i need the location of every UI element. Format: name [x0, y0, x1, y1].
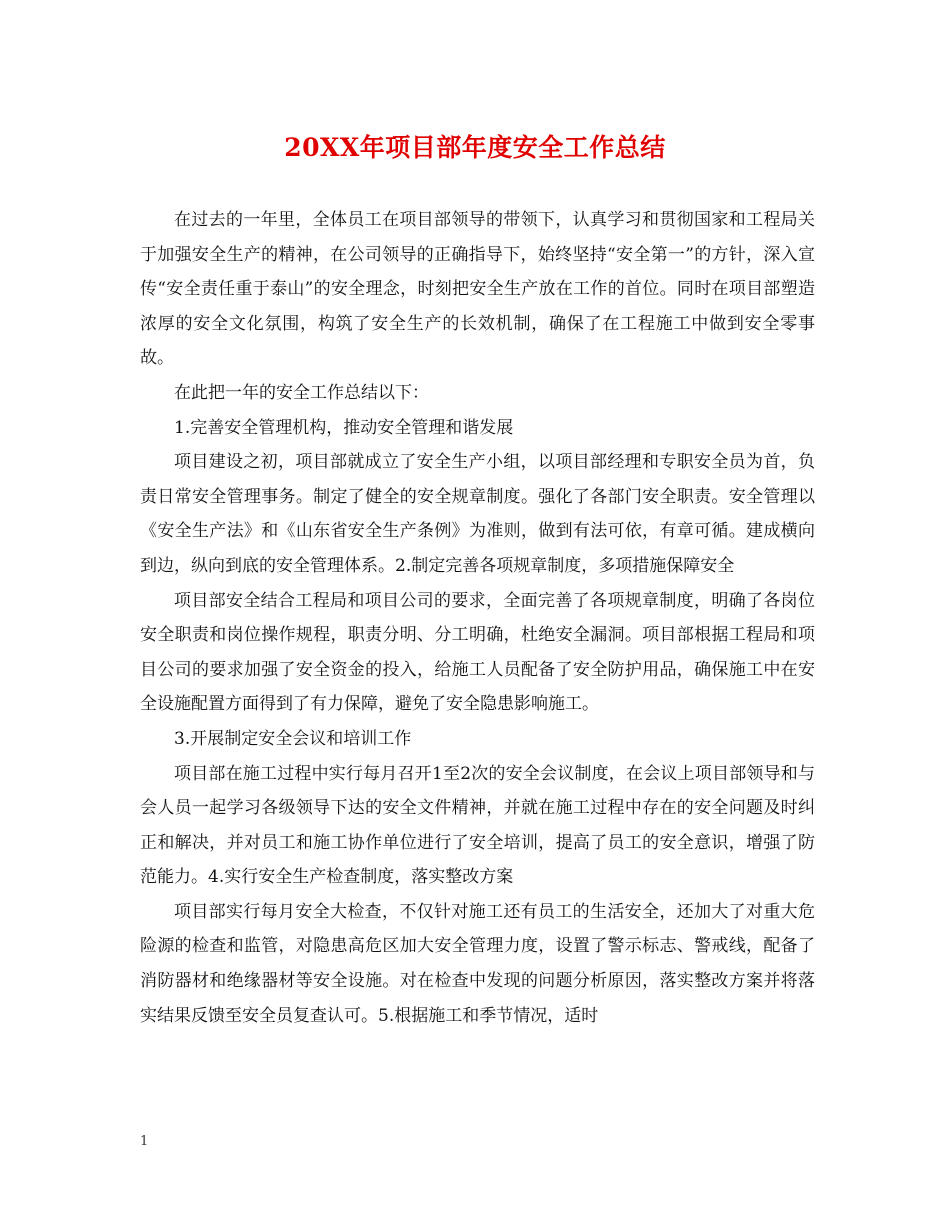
- page-number: 1: [140, 1134, 149, 1149]
- section-heading-1: 1.完善安全管理机构，推动安全管理和谐发展: [174, 417, 514, 438]
- paragraph-intro: 在过去的一年里，全体员工在项目部领导的带领下，认真学习和贯彻国家和工程局关于加强安全生产的精神，在公司领导的正确指导下，始终坚持“安全第一”的方针，深入宣传“安全责任重于泰山”的安全理念，时刻把安全生产放在工作的首位。同时在项目部塑造浓厚的安全文化氛围，构筑了安全生产的长效机制，确保了在工程施工中做到安全零事故。: [140, 210, 815, 369]
- paragraph-section-3: 项目部在施工过程中实行每月召开1至2次的安全会议制度，在会议上项目部领导和与会人员一起学习各级领导下达的安全文件精神，并就在施工过程中存在的安全问题及时纠正和解决，并对员工和施工协作单位进行了安全培训，提高了员工的安全意识，增强了防范能力。4.实行安全生产检查制度，落实整改方案: [140, 763, 815, 888]
- paragraph-section-1: 项目建设之初，项目部就成立了安全生产小组，以项目部经理和专职安全员为首，负责日常安全管理事务。制定了健全的安全规章制度。强化了各部门安全职责。安全管理以《安全生产法》和《山东省安全生产条例》为准则，做到有法可依，有章可循。建成横向到边，纵向到底的安全管理体系。2.制定完善各项规章制度，多项措施保障安全: [140, 452, 815, 576]
- document-title: 20XX年项目部年度安全工作总结: [284, 133, 666, 162]
- document-body: [140, 203, 815, 1033]
- paragraph-section-2: 项目部安全结合工程局和项目公司的要求，全面完善了各项规章制度，明确了各岗位安全职责和岗位操作规程，职责分明、分工明确，杜绝安全漏洞。项目部根据工程局和项目公司的要求加强了安全资金的投入，给施工人员配备了安全防护用品，确保施工中在安全设施配置方面得到了有力保障，避免了安全隐患影响施工。: [140, 590, 815, 715]
- paragraph-section-4: 项目部实行每月安全大检查，不仅针对施工还有员工的生活安全，还加大了对重大危险源的检查和监管，对隐患高危区加大安全管理力度，设置了警示标志、警戒线，配备了消防器材和绝缘器材等安全设施。对在检查中发现的问题分析原因，落实整改方案并将落实结果反馈至安全员复查认可。5.根据施工和季节情况，适时: [140, 901, 815, 1026]
- section-heading-3: 3.开展制定安全会议和培训工作: [174, 728, 412, 749]
- paragraph-summary-lead: 在此把一年的安全工作总结以下：: [174, 382, 429, 403]
